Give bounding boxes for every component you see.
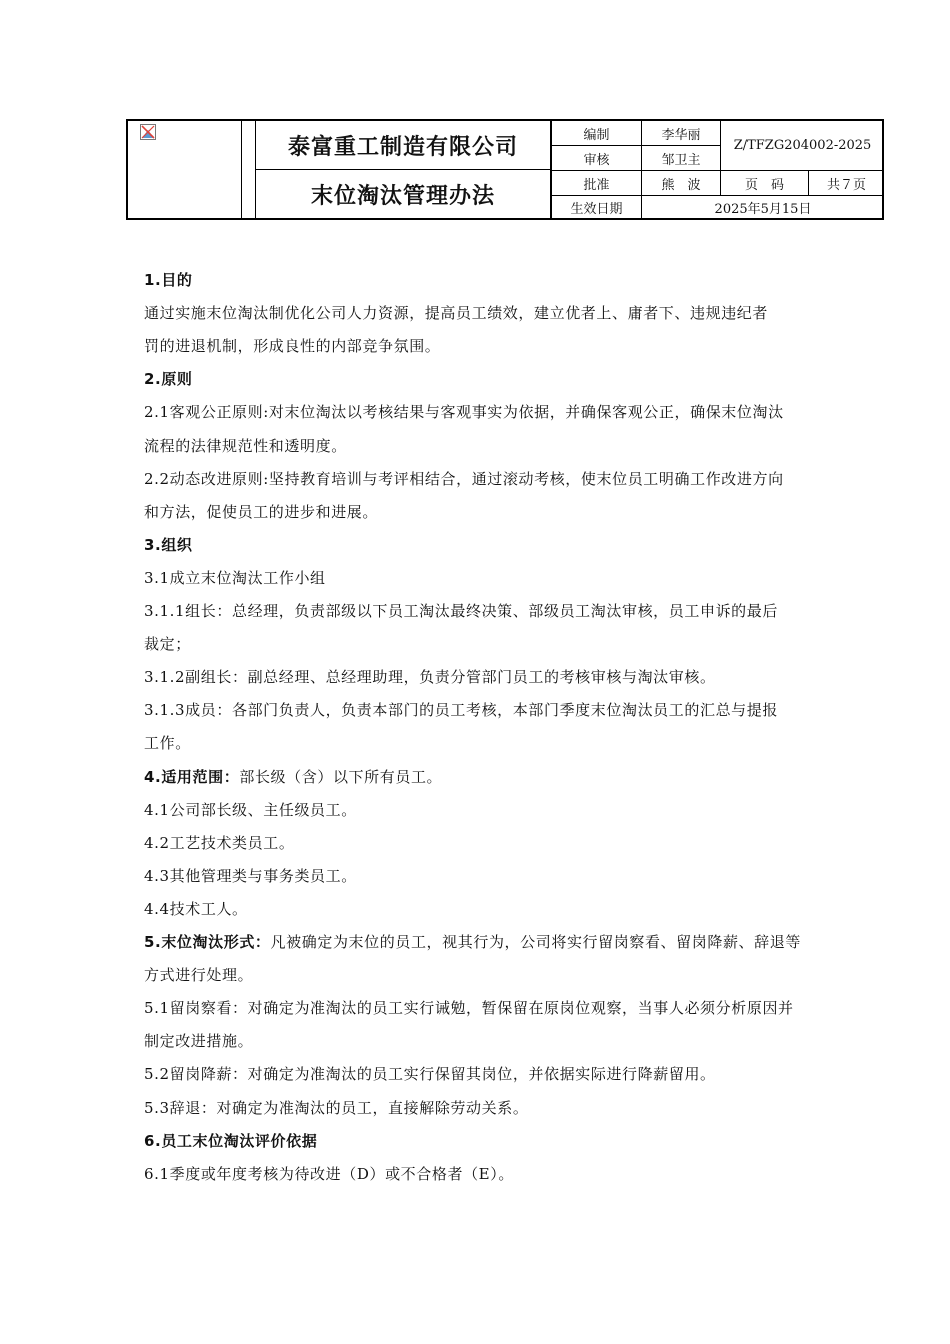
section-heading [144, 270, 193, 290]
line-text: 流程的法律规范性和透明度。 [144, 436, 347, 455]
section-heading [144, 369, 193, 389]
body-line [144, 469, 784, 489]
line-text: 和方法，促使员工的进步和进展。 [144, 502, 379, 521]
shenhe-label: 审核 [552, 146, 642, 171]
line-text: 3.1.3成员：各部门负责人，负责本部门的员工考核，本部门季度末位淘汰员工的汇总与提报 [144, 701, 778, 720]
body-line [144, 1164, 514, 1184]
body-line [144, 436, 347, 456]
line-text: 5.3辞退：对确定为准淘汰的员工，直接解除劳动关系。 [144, 1098, 529, 1117]
section-heading [144, 1131, 317, 1151]
line-text: 裁定； [144, 635, 191, 654]
line-text: 2.1客观公正原则:对末位淘汰以考核结果与客观事实为依据，并确保客观公正，确保末位淘汰 [144, 403, 784, 422]
body-line [144, 402, 784, 422]
body-line [144, 700, 778, 720]
pizhun-value: 熊 波 [642, 171, 721, 196]
line-text: 5.末位淘汰形式： [144, 933, 271, 951]
body-line [144, 899, 248, 919]
line-text: 3.组织 [144, 535, 193, 554]
line-text: 4.1公司部长级、主任级员工。 [144, 800, 357, 819]
line-text-rest: 凡被确定为末位的员工，视其行为，公司将实行留岗察看、留岗降薪、辞退等 [270, 933, 801, 951]
document-title: 末位淘汰管理办法 [310, 183, 495, 209]
section-heading [144, 767, 442, 787]
bianzhi-label: 编制 [552, 121, 642, 146]
effective-date-value: 2025年5月15日 [714, 201, 812, 217]
line-text: 通过实施末位淘汰制优化公司人力资源，提高员工绩效，建立优者上、庸者下、违规违纪者 [144, 304, 769, 323]
line-text: 5.1留岗察看：对确定为准淘汰的员工实行诫勉，暂保留在原岗位观察，当事人必须分析原因并 [144, 999, 794, 1018]
line-text-rest: 部长级（含）以下所有员工。 [239, 767, 443, 786]
line-text: 4.3其他管理类与事务类员工。 [144, 866, 357, 885]
body-line [144, 303, 768, 323]
body-line [144, 733, 191, 753]
line-text: 4.适用范围： [144, 767, 240, 786]
body-line [144, 336, 440, 356]
line-text: 工作。 [144, 734, 191, 753]
company-logo-icon [140, 124, 156, 140]
bianzhi-value: 李华丽 [642, 121, 721, 146]
body-line [144, 1064, 716, 1084]
page-label: 页 码 [721, 171, 809, 196]
line-text: 制定改进措施。 [144, 1032, 254, 1051]
line-text: 3.1.2副组长：副总经理、总经理助理，负责分管部门员工的考核审核与淘汰审核。 [144, 668, 716, 687]
logo-cell [128, 121, 242, 218]
body-line [144, 833, 294, 853]
body-line [144, 965, 253, 985]
pizhun-label: 批准 [552, 171, 642, 196]
page-count: 共７页 [809, 171, 884, 196]
body-line [144, 866, 357, 886]
line-text: 1.目的 [144, 271, 193, 289]
line-text: 2.2动态改进原则:坚持教育培训与考评相结合，通过滚动考核，使末位员工明确工作改进方向 [144, 469, 784, 488]
section-heading [144, 932, 801, 952]
line-text: 6.员工末位淘汰评价依据 [144, 1131, 318, 1150]
line-text: 3.1成立末位淘汰工作小组 [144, 568, 326, 587]
body-line [144, 634, 191, 654]
body-line [144, 998, 794, 1018]
line-text: 6.1季度或年度考核为待改进（D）或不合格者（E）。 [144, 1164, 514, 1183]
body-line [144, 1031, 253, 1051]
company-name: 泰富重工制造有限公司 [256, 121, 550, 170]
line-text: 4.2工艺技术类员工。 [144, 833, 295, 852]
document-header-table [126, 119, 884, 220]
body-line [144, 568, 326, 588]
body-line [144, 601, 778, 621]
line-text: 2.原则 [144, 370, 193, 389]
approval-grid [550, 121, 884, 218]
body-line [144, 667, 716, 687]
body-line [144, 800, 357, 820]
logo-separator [242, 121, 256, 218]
shenhe-value: 邹卫主 [642, 146, 721, 171]
line-text: 3.1.1组长：总经理，负责部级以下员工淘汰最终决策、部级员工淘汰审核，员工申诉的最后 [144, 602, 778, 620]
line-text: 4.4技术工人。 [144, 899, 248, 918]
effective-date-label: 生效日期 [552, 196, 642, 218]
body-line [144, 1098, 528, 1118]
body-line [144, 502, 378, 522]
document-number: Z/TFZG204002-2025 [721, 121, 884, 171]
section-heading [144, 535, 193, 555]
line-text: 5.2留岗降薪：对确定为准淘汰的员工实行保留其岗位，并依据实际进行降薪留用。 [144, 1065, 716, 1084]
line-text: 罚的进退机制，形成良性的内部竞争氛围。 [144, 337, 441, 356]
line-text: 方式进行处理。 [144, 966, 254, 985]
